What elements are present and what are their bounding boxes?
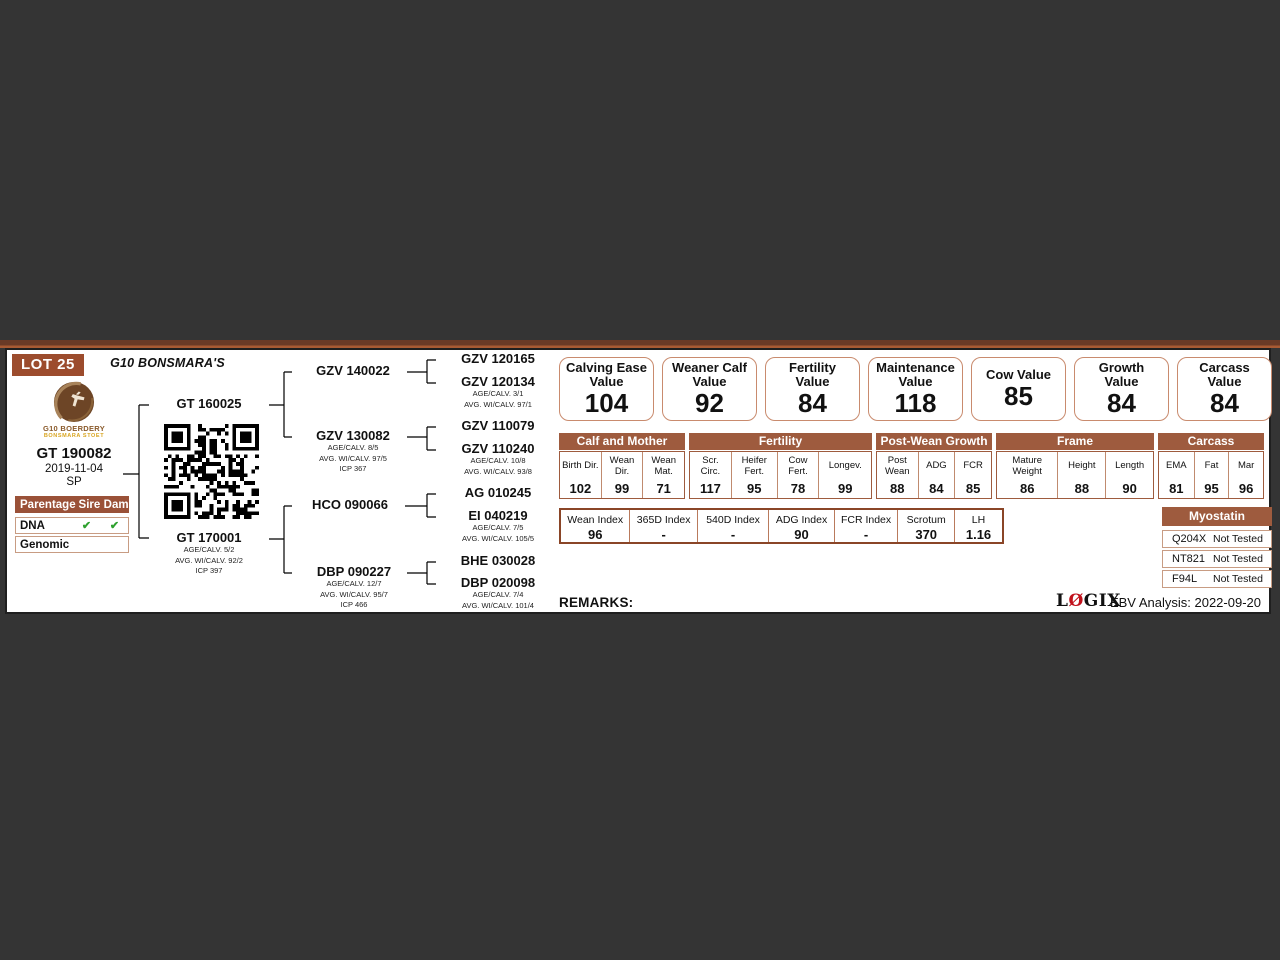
myostatin-header: Myostatin bbox=[1162, 507, 1272, 526]
pedigree-node-gg8: DBP 020098 AGE/CALV. 7/4 AVG. WI/CALV. 101/4 bbox=[460, 575, 536, 610]
check-icon: ✔ bbox=[81, 520, 92, 532]
pedigree-node-sire-dam: GZV 130082 AGE/CALV. 8/5 AVG. WI/CALV. 97/5 ICP 367 bbox=[316, 428, 390, 473]
genomic-label: Genomic bbox=[20, 538, 70, 551]
ebv-group-post-wean-growth: Post-Wean Growth Post Wean 88 ADG 84 FCR 85 bbox=[876, 433, 992, 499]
breeder-subtitle: BONSMARA STOET bbox=[43, 433, 105, 439]
index-cell-fcr: FCR Index - bbox=[834, 510, 898, 542]
value-box-fertility: Fertility Value 84 bbox=[765, 357, 860, 421]
pedigree-node-gg7: BHE 030028 bbox=[460, 553, 536, 568]
pedigree-node-gg1: GZV 120165 bbox=[461, 351, 535, 366]
value-box-weaner-calf: Weaner Calf Value 92 bbox=[662, 357, 757, 421]
parentage-header-dam: Dam bbox=[103, 498, 129, 511]
ebv-table bbox=[559, 433, 1264, 499]
logix-logo: LØGIX bbox=[1056, 591, 1121, 611]
breeder-logo bbox=[19, 381, 129, 439]
index-cell-365d: 365D Index - bbox=[629, 510, 696, 542]
qr-code bbox=[164, 424, 259, 519]
value-box-calving-ease: Calving Ease Value 104 bbox=[559, 357, 654, 421]
catalog-card bbox=[5, 348, 1271, 614]
ebv-analysis-date: EBV Analysis: 2022-09-20 bbox=[1109, 595, 1261, 610]
status-code: SP bbox=[66, 476, 82, 488]
previous-card-edge-strip bbox=[0, 340, 1280, 348]
ebv-group-frame: Frame Mature Weight 86 Height 88 Length 90 bbox=[996, 433, 1154, 499]
parentage-header-label: Parentage bbox=[20, 498, 76, 511]
pedigree-node-gg6: EI 040219 AGE/CALV. 7/5 AVG. WI/CALV. 105/5 bbox=[462, 508, 534, 543]
pedigree-node-gg5: AG 010245 bbox=[464, 485, 532, 500]
ebv-group-carcass: Carcass EMA 81 Fat 95 Mar 96 bbox=[1158, 433, 1264, 499]
index-cell-adg: ADG Index 90 bbox=[768, 510, 834, 542]
herd-title: G10 BONSMARA'S bbox=[110, 356, 225, 370]
myostatin-row-q204x: Q204X Not Tested bbox=[1162, 530, 1272, 548]
breeder-logo-icon bbox=[53, 381, 95, 423]
lot-badge: LOT 25 bbox=[12, 354, 84, 376]
animal-id: GT 190082 bbox=[36, 445, 112, 462]
pedigree-node-dam: GT 170001 AGE/CALV. 5/2 AVG. WI/CALV. 92/2 ICP 397 bbox=[175, 530, 243, 575]
ebv-group-calf-and-mother: Calf and Mother Birth Dir. 102 Wean Dir. 99 Wean Mat. 71 bbox=[559, 433, 685, 499]
index-cell-scrotum: Scrotum 370 bbox=[897, 510, 954, 542]
pedigree-node-dam-dam: DBP 090227 AGE/CALV. 12/7 AVG. WI/CALV. 95/7 ICP 466 bbox=[316, 564, 392, 609]
value-box-carcass: Carcass Value 84 bbox=[1177, 357, 1272, 421]
parentage-header bbox=[15, 496, 129, 513]
index-cell-lh: LH 1.16 bbox=[954, 510, 1002, 542]
value-box-growth: Growth Value 84 bbox=[1074, 357, 1169, 421]
parentage-header-sire: Sire bbox=[78, 498, 101, 511]
parentage-row-genomic bbox=[15, 536, 129, 553]
pedigree-node-sire-sire: GZV 140022 bbox=[316, 363, 390, 378]
pedigree-node-gg3: GZV 110079 bbox=[461, 418, 535, 433]
value-box-maintenance: Maintenance Value 118 bbox=[868, 357, 963, 421]
value-box-cow: Cow Value 85 bbox=[971, 357, 1066, 421]
parentage-row-dna bbox=[15, 517, 129, 534]
breeder-name: G10 BOERDERY bbox=[42, 424, 106, 433]
index-table bbox=[559, 508, 1004, 544]
pedigree-node-dam-sire: HCO 090066 bbox=[312, 497, 388, 512]
myostatin-row-nt821: NT821 Not Tested bbox=[1162, 550, 1272, 568]
index-cell-wean: Wean Index 96 bbox=[567, 513, 624, 542]
dna-label: DNA bbox=[20, 519, 45, 532]
index-cell-540d: 540D Index - bbox=[697, 510, 768, 542]
myostatin-row-f94l: F94L Not Tested bbox=[1162, 570, 1272, 588]
birth-date: 2019-11-04 bbox=[45, 463, 103, 475]
pedigree-node-sire: GT 160025 bbox=[176, 396, 242, 411]
check-icon: ✔ bbox=[109, 520, 120, 532]
pedigree-node-gg2: GZV 120134 AGE/CALV. 3/1 AVG. WI/CALV. 97/1 bbox=[461, 374, 535, 409]
ebv-group-fertility: Fertility Scr. Circ. 117 Heifer Fert. 95 Cow Fert. 78 Longev. 99 bbox=[689, 433, 872, 499]
value-box-row bbox=[559, 357, 1272, 421]
pedigree-node-gg4: GZV 110240 AGE/CALV. 10/8 AVG. WI/CALV. 93/8 bbox=[461, 441, 535, 476]
remarks-label: REMARKS: bbox=[559, 595, 634, 610]
